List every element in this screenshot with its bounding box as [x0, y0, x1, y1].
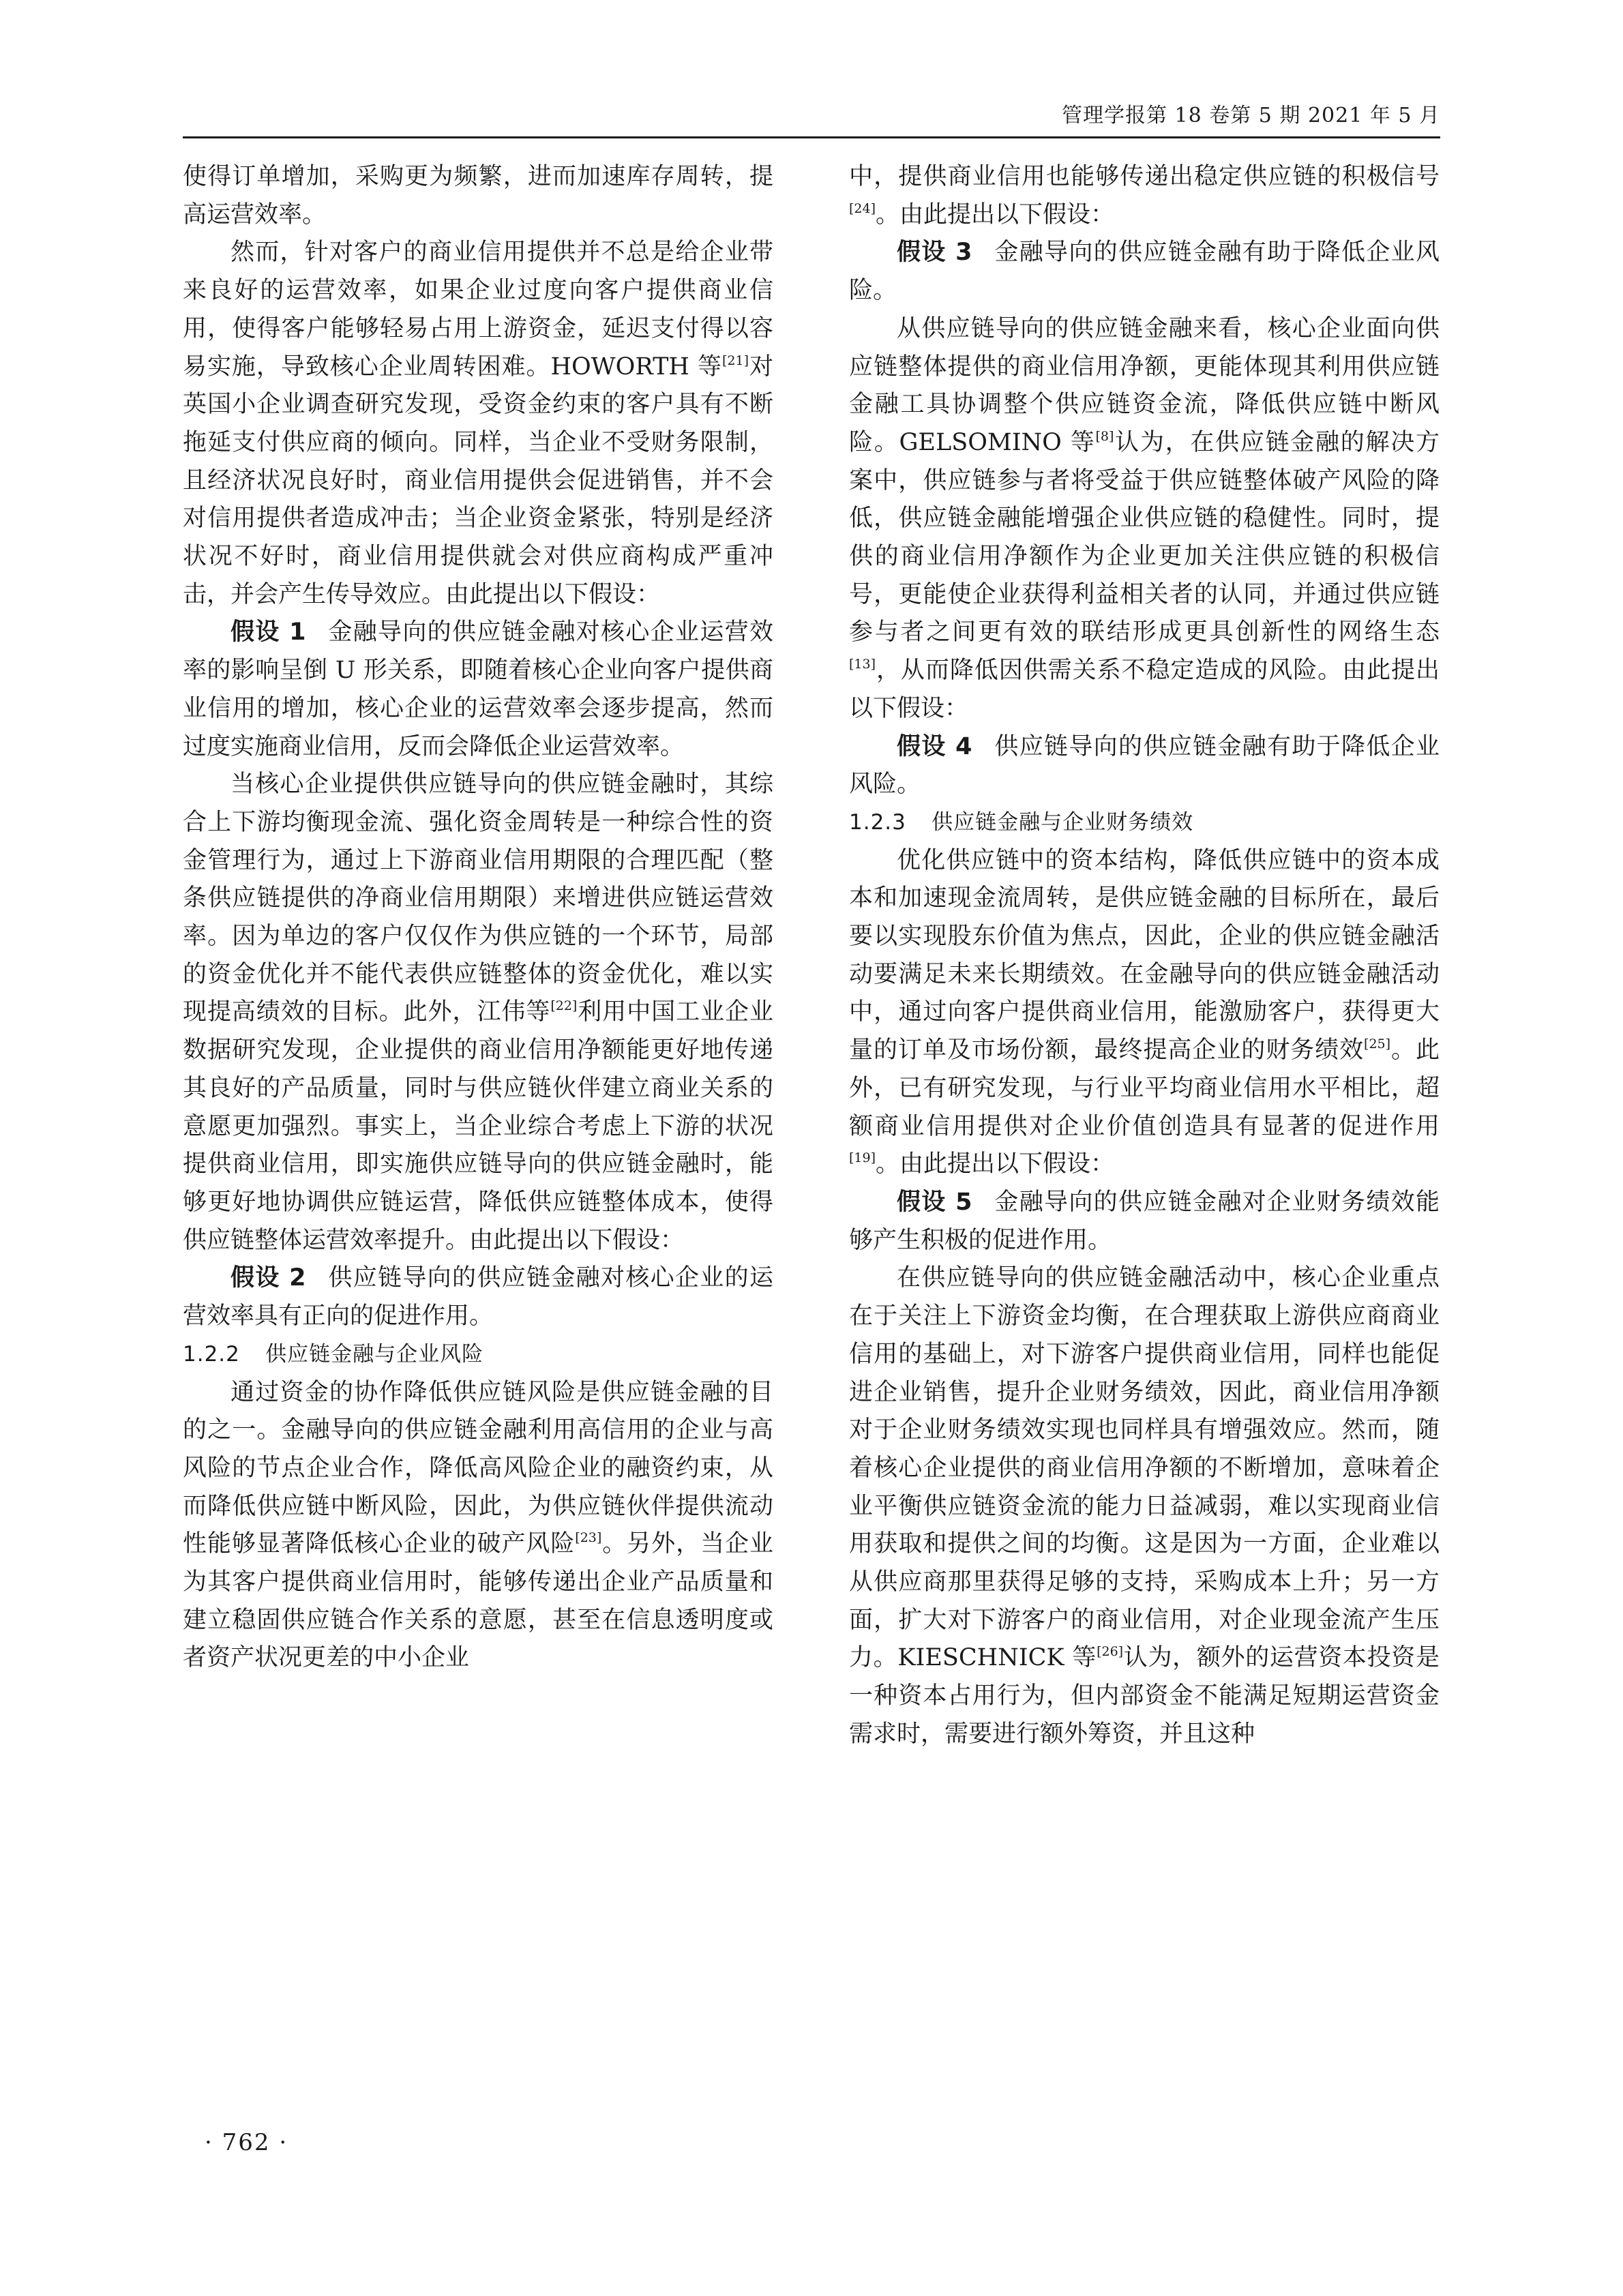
hypothesis-3: 假设 3 金融导向的供应链金融有助于降低企业风险。: [849, 239, 1440, 305]
citation: [13]: [849, 657, 876, 672]
citation: [22]: [550, 998, 578, 1014]
hypothesis-2: 假设 2 供应链导向的供应链金融对核心企业的运营效率具有正向的促进作用。: [183, 1264, 773, 1330]
hypothesis-1: 假设 1 金融导向的供应链金融对核心企业运营效率的影响呈倒 U 形关系，即随着核心企业向客户提供商业信用的增加，核心企业的运营效率会逐步提高，然而过度实施商业信用，反而会降低企业运营效率。: [183, 618, 773, 760]
journal-info: 管理学报第 18 卷第 5 期 2021 年 5 月: [1062, 104, 1440, 128]
hypothesis-4: 假设 4 供应链导向的供应链金融有助于降低企业风险。: [849, 732, 1440, 799]
hypothesis-label: 假设 3: [897, 239, 972, 267]
citation: [21]: [722, 353, 749, 368]
hypothesis-label: 假设 1: [230, 618, 306, 646]
paragraph: 中，提供商业信用也能够传递出稳定供应链的积极信号[24]。由此提出以下假设：: [849, 163, 1440, 228]
hypothesis-5: 假设 5 金融导向的供应链金融对企业财务绩效能够产生积极的促进作用。: [849, 1188, 1440, 1254]
paragraph: 优化供应链中的资本结构，降低供应链中的资本成本和加速现金流周转，是供应链金融的目标所在，最后要以实现股东价值为焦点，因此，企业的供应链金融活动要满足未来长期绩效。在金融导向的供应链金融活动中，通过向客户提供商业信用，能激励客户，获得更大量的订单及市场份额，最终提高企业的财务绩效[25]。此外，已有研究发现，与行业平均商业信用水平相比，超额商业信用提供对企业价值创造具有显著的促进作用[19]。由此提出以下假设：: [849, 846, 1440, 1178]
section-heading: 1.2.3 供应链金融与企业财务绩效: [849, 809, 1194, 835]
citation: [26]: [1097, 1644, 1124, 1660]
citation: [23]: [575, 1530, 602, 1546]
citation: [19]: [849, 1150, 876, 1166]
paragraph: 通过资金的协作降低供应链风险是供应链金融的目的之一。金融导向的供应链金融利用高信用的企业与高风险的节点企业合作，降低高风险企业的融资约束，从而降低供应链中断风险，因此，为供应链伙伴提供流动性能够显著降低核心企业的破产风险[23]。另外，当企业为其客户提供商业信用时，能够传递出企业产品质量和建立稳固供应链合作关系的意愿，甚至在信息透明度或者资产状况更差的中小企业: [183, 1378, 773, 1672]
hypothesis-label: 假设 5: [897, 1188, 972, 1216]
running-header: [183, 95, 1440, 138]
hypothesis-label: 假设 2: [230, 1264, 306, 1292]
right-column: [849, 158, 1440, 1754]
paragraph: 然而，针对客户的商业信用提供并不总是给企业带来良好的运营效率，如果企业过度向客户提供商业信用，使得客户能够轻易占用上游资金，延迟支付得以容易实施，导致核心企业周转困难。HOWORTH 等[21]对英国小企业调查研究发现，受资金约束的客户具有不断拖延支付供应商的倾向。同样，当企业不受财务限制，且经济状况良好时，商业信用提供会促进销售，并不会对信用提供者造成冲击；当企业资金紧张，特别是经济状况不好时，商业信用提供就会对供应商构成严重冲击，并会产生传导效应。由此提出以下假设：: [183, 239, 773, 608]
citation: [25]: [1364, 1037, 1391, 1052]
paragraph: 当核心企业提供供应链导向的供应链金融时，其综合上下游均衡现金流、强化资金周转是一种综合性的资金管理行为，通过上下游商业信用期限的合理匹配（整条供应链提供的净商业信用期限）来增进供应链运营效率。因为单边的客户仅仅作为供应链的一个环节，局部的资金优化并不能代表供应链整体的资金优化，难以实现提高绩效的目标。此外，江伟等[22]利用中国工业企业数据研究发现，企业提供的商业信用净额能更好地传递其良好的产品质量，同时与供应链伙伴建立商业关系的意愿更加强烈。事实上，当企业综合考虑上下游的状况提供商业信用，即实施供应链导向的供应链金融时，能够更好地协调供应链运营，降低供应链整体成本，使得供应链整体运营效率提升。由此提出以下假设：: [183, 771, 773, 1254]
left-column: [183, 158, 773, 1678]
paragraph: 使得订单增加，采购更为频繁，进而加速库存周转，提高运营效率。: [183, 163, 773, 228]
citation: [8]: [1095, 428, 1114, 444]
page-number: · 762 ·: [205, 2129, 288, 2156]
citation: [24]: [849, 200, 876, 216]
paragraph: 从供应链导向的供应链金融来看，核心企业面向供应链整体提供的商业信用净额，更能体现其利用供应链金融工具协调整个供应链资金流，降低供应链中断风险。GELSOMINO 等[8]认为，在供应链金融的解决方案中，供应链参与者将受益于供应链整体破产风险的降低，供应链金融能增强企业供应链的稳健性。同时，提供的商业信用净额作为企业更加关注供应链的积极信号，更能使企业获得利益相关者的认同，并通过供应链参与者之间更有效的联结形成更具创新性的网络生态[13]，从而降低因供需关系不稳定造成的风险。由此提出以下假设：: [849, 314, 1440, 722]
paragraph: 在供应链导向的供应链金融活动中，核心企业重点在于关注上下游资金均衡，在合理获取上游供应商商业信用的基础上，对下游客户提供商业信用，同样也能促进企业销售，提升企业财务绩效，因此，商业信用净额对于企业财务绩效实现也同样具有增强效应。然而，随着核心企业提供的商业信用净额的不断增加，意味着企业平衡供应链资金流的能力日益减弱，难以实现商业信用获取和提供之间的均衡。这是因为一方面，企业难以从供应商那里获得足够的支持，采购成本上升；另一方面，扩大对下游客户的商业信用，对企业现金流产生压力。KIESCHNICK 等[26]认为，额外的运营资本投资是一种资本占用行为，但内部资金不能满足短期运营资金需求时，需要进行额外筹资，并且这种: [849, 1264, 1440, 1748]
section-heading: 1.2.2 供应链金融与企业风险: [183, 1341, 484, 1367]
hypothesis-label: 假设 4: [897, 732, 972, 760]
